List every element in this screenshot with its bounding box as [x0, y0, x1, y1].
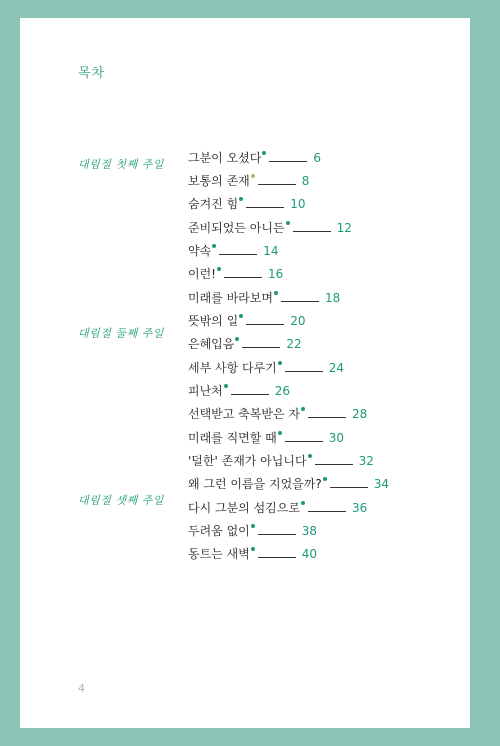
- entry-page: 34: [373, 477, 390, 491]
- dot-icon: [251, 547, 255, 551]
- entry-title: 선택받고 축복받은 자: [188, 407, 300, 421]
- entry-title: 이런!: [188, 267, 216, 281]
- toc-entry[interactable]: [188, 241, 278, 261]
- entry-title: 왜 그런 이름을 지었을까?: [188, 477, 322, 491]
- dot-icon: [235, 337, 239, 341]
- leader-line: [293, 222, 331, 232]
- entry-page: 18: [324, 291, 341, 305]
- dot-icon: [278, 431, 282, 435]
- toc-entry[interactable]: [188, 148, 321, 168]
- entry-page: 24: [328, 361, 345, 375]
- leader-line: [285, 432, 323, 442]
- leader-line: [308, 502, 346, 512]
- entry-page: 12: [336, 221, 352, 235]
- dot-icon: [286, 221, 290, 225]
- leader-line: [258, 548, 296, 558]
- entry-title: '덜한' 존재가 아닙니다: [188, 454, 307, 468]
- toc-entry[interactable]: [188, 404, 367, 424]
- entry-page: 32: [358, 454, 374, 468]
- page-number: 4: [78, 682, 85, 695]
- entry-title: 미래를 직면할 때: [188, 431, 277, 445]
- entry-page: 6: [313, 151, 322, 165]
- toc-entry[interactable]: [188, 451, 374, 471]
- dot-icon: [301, 407, 305, 411]
- entry-title: 은혜입음: [188, 337, 235, 351]
- entry-title: 피난처: [188, 384, 223, 398]
- entry-title: 준비되었든 아니든: [188, 221, 285, 235]
- section-label-week-3: 대림절 셋째 주일: [78, 494, 164, 507]
- leader-line: [231, 385, 269, 395]
- dot-icon: [239, 197, 243, 201]
- entry-page: 14: [263, 244, 279, 258]
- leader-line: [281, 292, 319, 302]
- dot-icon: [308, 454, 312, 458]
- leader-line: [224, 268, 262, 278]
- toc-entry[interactable]: [188, 498, 367, 518]
- dot-icon: [301, 501, 305, 505]
- toc-entry[interactable]: [188, 521, 317, 541]
- toc-entry[interactable]: [188, 311, 305, 331]
- dot-icon: [212, 244, 216, 248]
- entry-title: 그분이 오셨다: [188, 151, 262, 165]
- entry-title: 미래를 바라보며: [188, 291, 273, 305]
- entry-page: 36: [351, 501, 368, 515]
- entry-page: 10: [290, 197, 306, 211]
- toc-entry[interactable]: [188, 264, 283, 284]
- entry-title: 약속: [188, 244, 212, 258]
- toc-entry[interactable]: [188, 171, 309, 191]
- dot-icon: [274, 291, 278, 295]
- entry-page: 30: [328, 431, 345, 445]
- entry-page: 26: [274, 384, 291, 398]
- entry-page: 16: [268, 267, 284, 281]
- dot-icon: [323, 477, 327, 481]
- toc-entry[interactable]: [188, 334, 302, 354]
- dot-icon: [251, 174, 255, 178]
- entry-title: 뜻밖의 일: [188, 314, 239, 328]
- entry-page: 22: [286, 337, 302, 351]
- dot-icon: [262, 151, 266, 155]
- leader-line: [285, 362, 323, 372]
- entry-page: 28: [351, 407, 368, 421]
- entry-page: 20: [290, 314, 306, 328]
- entry-title: 보통의 존재: [188, 174, 250, 188]
- entry-title: 두려움 없이: [188, 524, 250, 538]
- leader-line: [219, 245, 257, 255]
- book-page: [20, 18, 470, 728]
- toc-entry[interactable]: [188, 194, 305, 214]
- toc-entry[interactable]: [188, 474, 389, 494]
- leader-line: [269, 152, 307, 162]
- dot-icon: [224, 384, 228, 388]
- toc-title: 목차: [78, 66, 106, 81]
- toc-entry[interactable]: [188, 428, 344, 448]
- leader-line: [308, 408, 346, 418]
- toc-entry[interactable]: [188, 358, 344, 378]
- leader-line: [246, 315, 284, 325]
- leader-line: [330, 478, 368, 488]
- leader-line: [242, 338, 280, 348]
- dot-icon: [278, 361, 282, 365]
- dot-icon: [251, 524, 255, 528]
- leader-line: [246, 198, 284, 208]
- section-label-week-1: 대림절 첫째 주일: [78, 158, 164, 171]
- dot-icon: [239, 314, 243, 318]
- leader-line: [258, 525, 296, 535]
- toc-entry[interactable]: [188, 288, 340, 308]
- leader-line: [258, 175, 296, 185]
- entry-title: 동트는 새벽: [188, 547, 250, 561]
- entry-page: 40: [301, 547, 318, 561]
- toc-entry[interactable]: [188, 218, 352, 238]
- entry-title: 세부 사항 다루기: [188, 361, 277, 375]
- leader-line: [315, 455, 353, 465]
- entry-page: 8: [301, 174, 310, 188]
- dot-icon: [217, 267, 221, 271]
- entry-title: 다시 그분의 섬김으로: [188, 501, 300, 515]
- section-label-week-2: 대림절 둘째 주일: [78, 327, 164, 340]
- toc-entry[interactable]: [188, 544, 317, 564]
- toc-entry[interactable]: [188, 381, 290, 401]
- entry-page: 38: [301, 524, 318, 538]
- entry-title: 숨겨진 힘: [188, 197, 239, 211]
